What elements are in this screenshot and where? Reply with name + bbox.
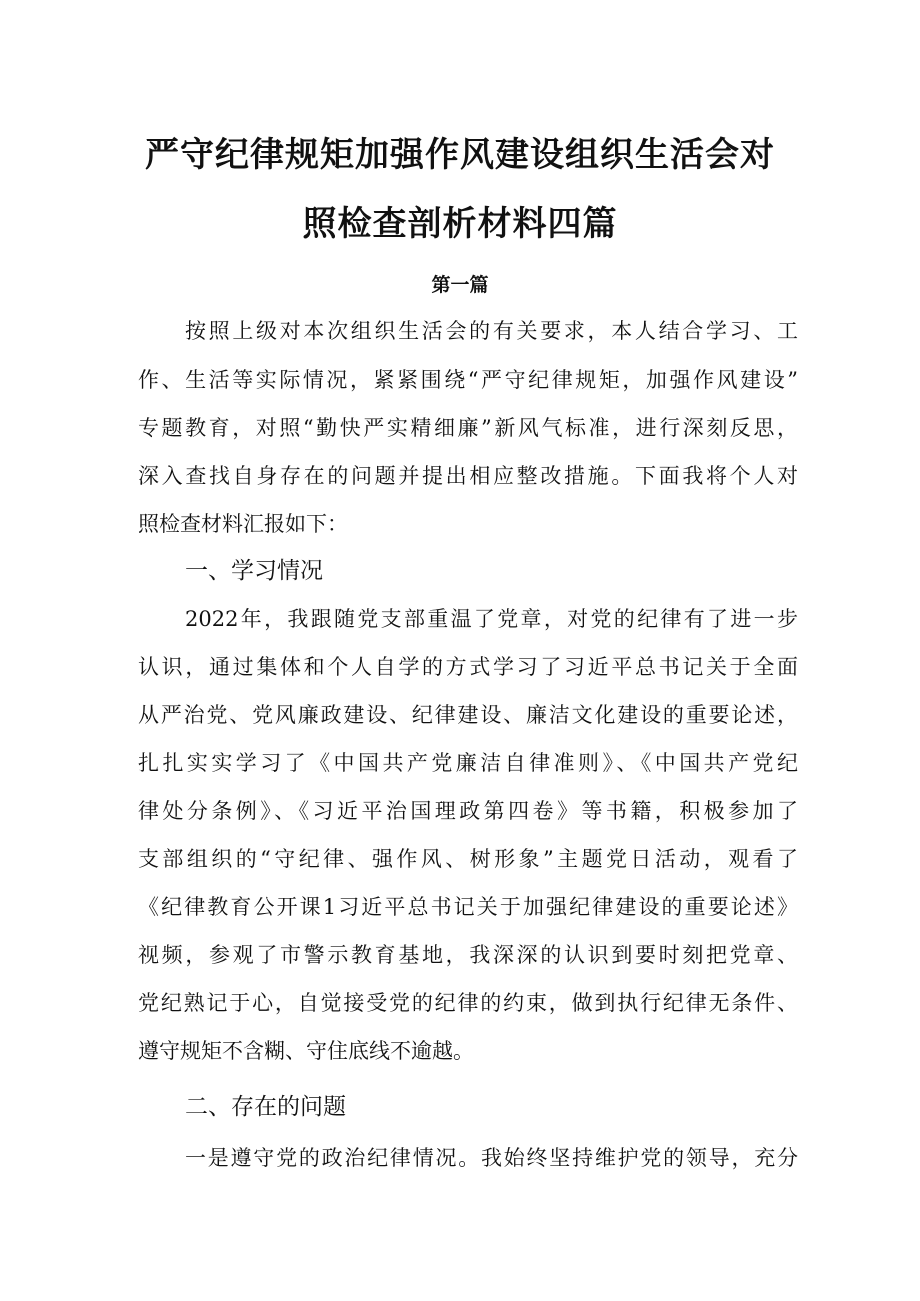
intro-line: 专题教育，对照“勤快严实精细廉”新风气标准，进行深刻反思，: [138, 416, 798, 440]
section-heading-study: 一、学习情况: [185, 558, 323, 584]
intro-line: 照检查材料汇报如下：: [138, 512, 348, 536]
part-label: 第一篇: [431, 274, 489, 296]
section-heading-problems: 二、存在的问题: [185, 1094, 346, 1120]
section-1-line: 支部组织的“守纪律、强作风、树形象”主题党日活动，观看了: [138, 847, 798, 871]
section-1-line: 视频，参观了市警示教育基地，我深深的认识到要时刻把党章、: [138, 943, 798, 967]
section-1-line: 从严治党、党风廉政建设、纪律建设、廉洁文化建设的重要论述，: [138, 703, 798, 727]
section-1-line: 《纪律教育公开课1习近平总书记关于加强纪律建设的重要论述》: [138, 895, 798, 919]
section-1-line: 扎扎实实学习了《中国共产党廉洁自律准则》、《中国共产党纪: [138, 751, 798, 775]
document-title-line-2: 照检查剖析材料四篇: [302, 204, 618, 244]
section-1-line: 2022年，我跟随党支部重温了党章，对党的纪律有了进一步: [185, 607, 798, 631]
section-1-line: 党纪熟记于心，自觉接受党的纪律的约束，做到执行纪律无条件、: [138, 991, 798, 1015]
intro-line: 深入查找自身存在的问题并提出相应整改措施。下面我将个人对: [138, 464, 798, 488]
section-2-line: 一是遵守党的政治纪律情况。我始终坚持维护党的领导，充分: [185, 1146, 798, 1170]
intro-line: 按照上级对本次组织生活会的有关要求，本人结合学习、工: [185, 319, 798, 343]
section-1-line: 遵守规矩不含糊、守住底线不逾越。: [138, 1039, 474, 1063]
section-1-line: 律处分条例》、《习近平治国理政第四卷》等书籍，积极参加了: [138, 799, 798, 823]
section-1-line: 认识，通过集体和个人自学的方式学习了习近平总书记关于全面: [138, 655, 798, 679]
document-title-line-1: 严守纪律规矩加强作风建设组织生活会对: [145, 135, 775, 175]
intro-line: 作、生活等实际情况，紧紧围绕“严守纪律规矩，加强作风建设”: [138, 368, 798, 392]
